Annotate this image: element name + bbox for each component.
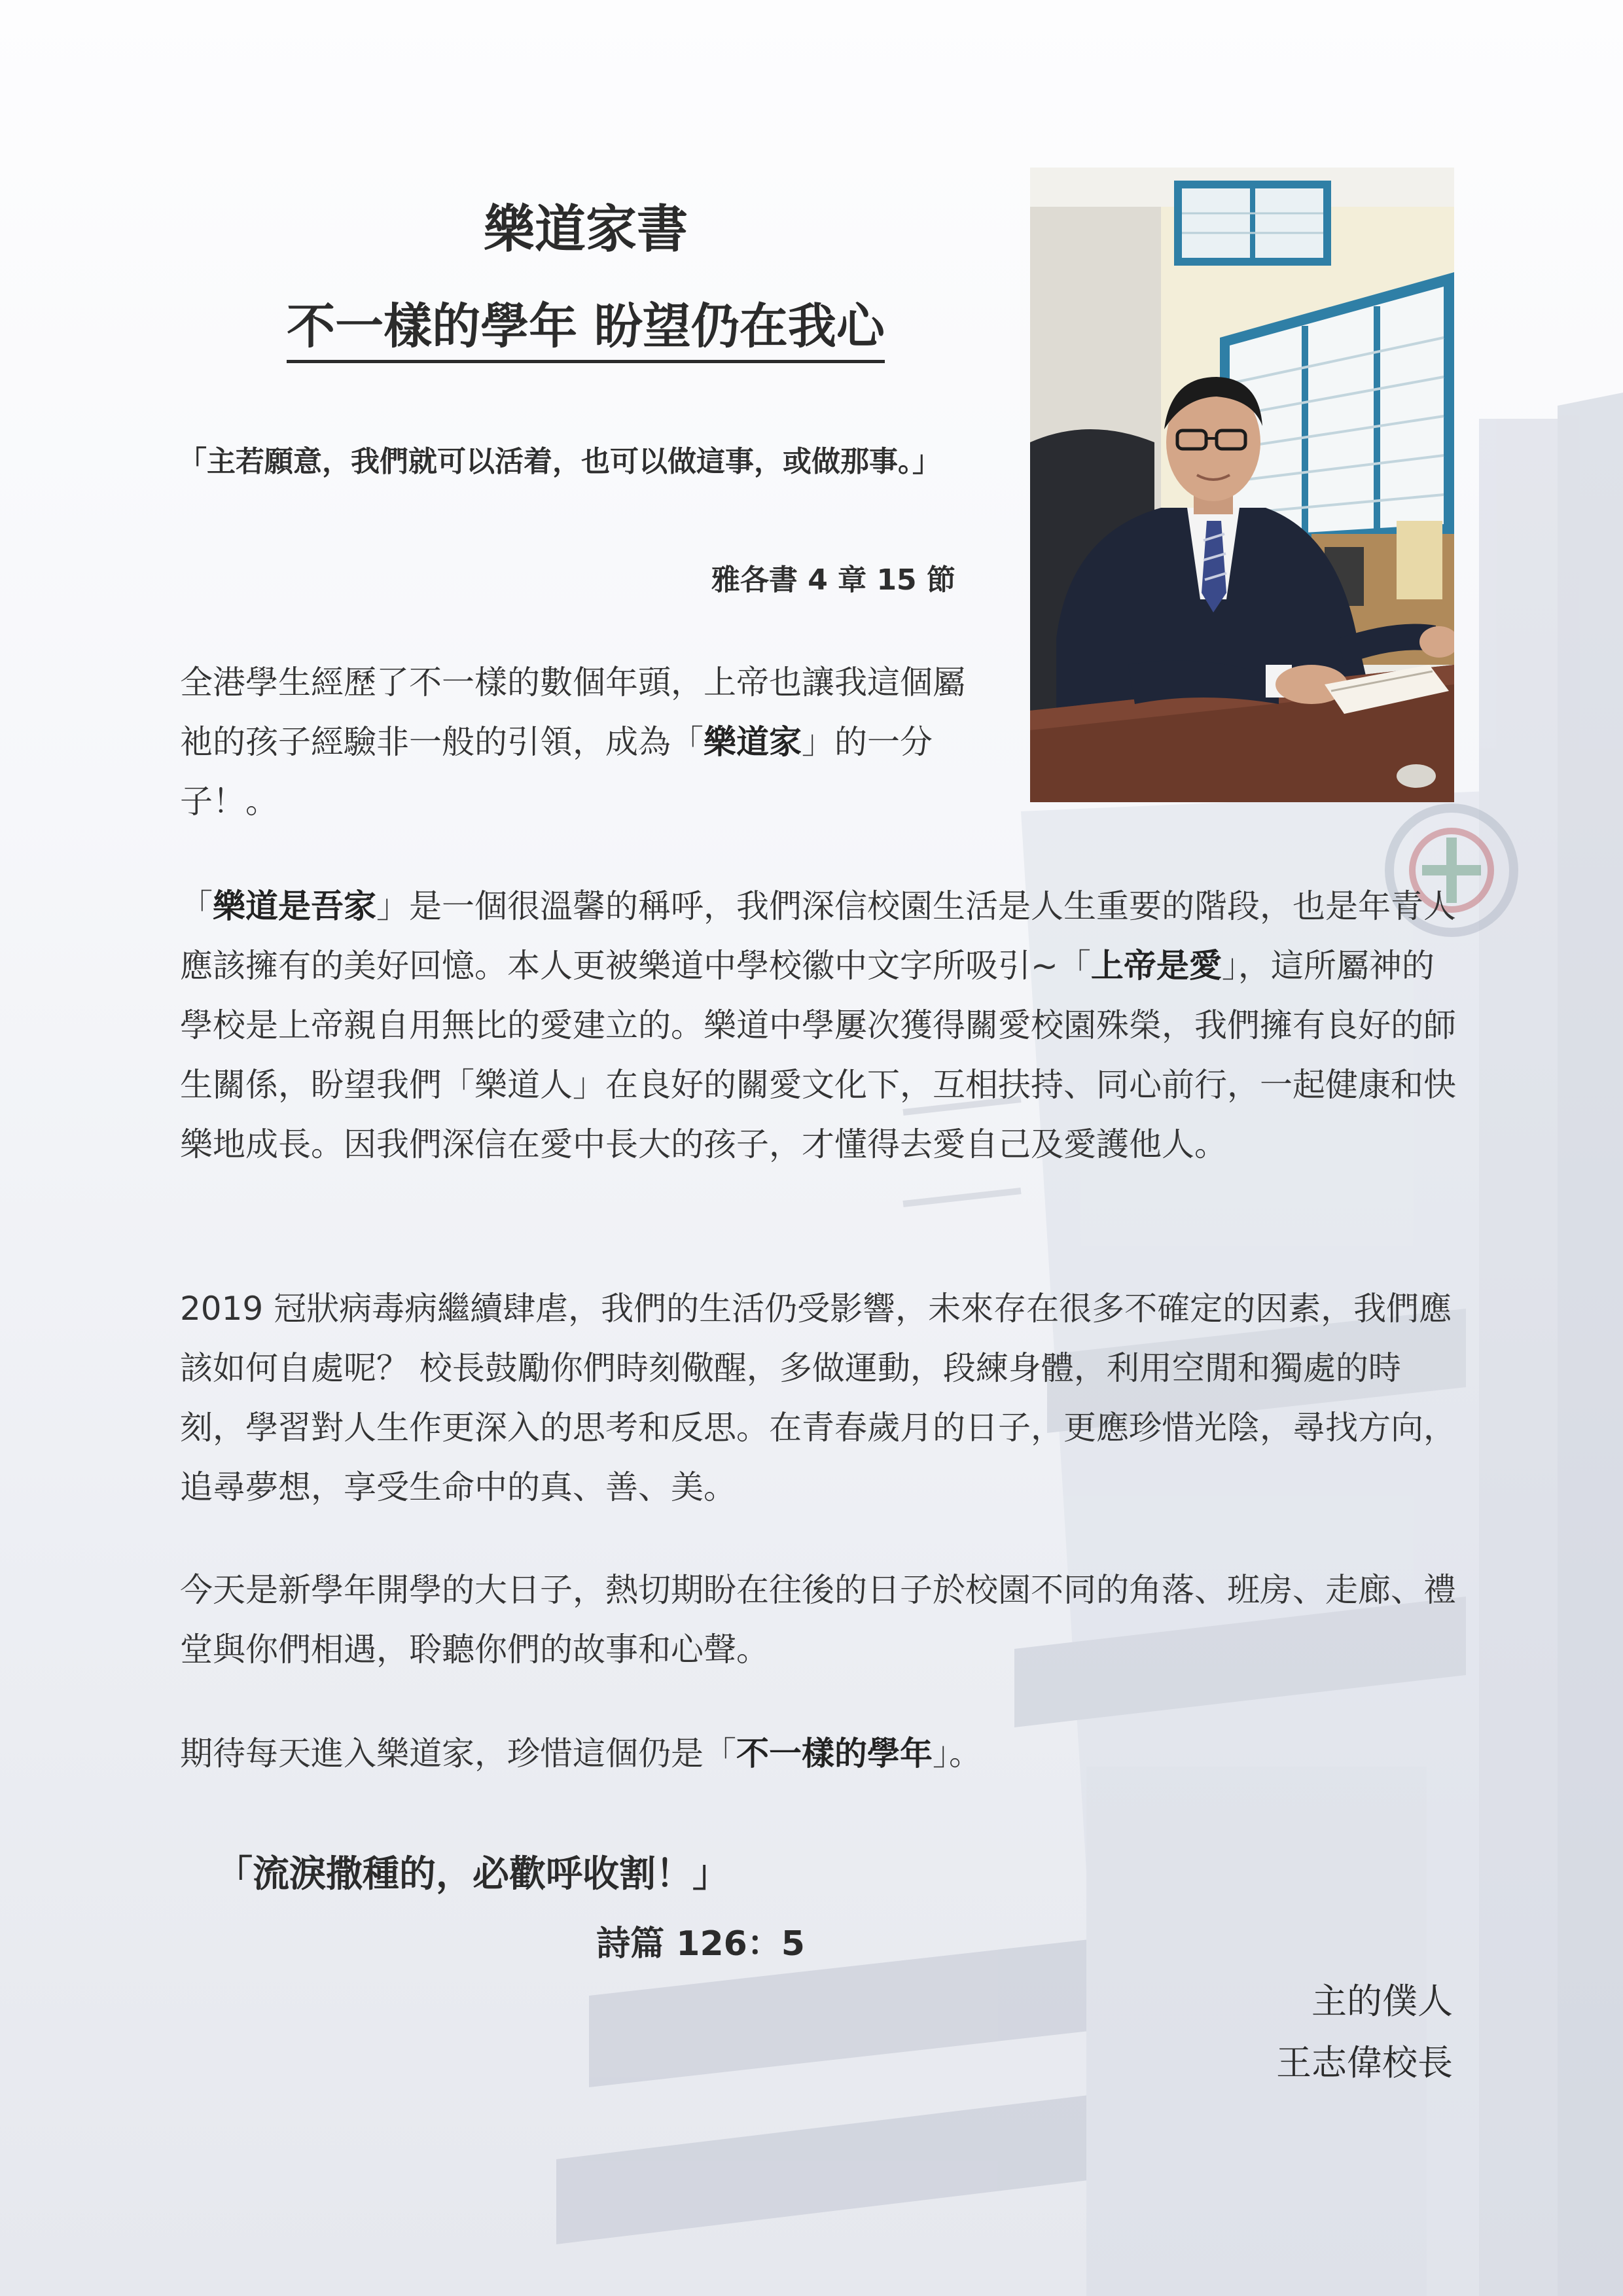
opening-verse-reference: 雅各書 4 章 15 節 [711,563,955,597]
closing-verse: 「流淚撒種的，必歡呼收割！」 [216,1853,729,1896]
paragraph-text: 全港學生經歷了不一樣的數個年頭，上帝也讓我這個屬祂的孩子經驗非一般的引領，成為「 [180,663,965,761]
letter-title: 樂道家書 [483,200,688,259]
paragraph-1 [180,653,985,832]
principal-photo [1030,168,1454,802]
paragraph-text: 」。 [933,1735,982,1773]
paragraph-3 [180,1279,1463,1517]
opening-verse: 「主若願意，我們就可以活着，也可以做這事，或做那事。」 [178,445,941,478]
paragraph-text: 2019 冠狀病毒病繼續肆虐，我們的生活仍受影響，未來存在很多不確定的因素，我們應該如何自處呢？ 校長鼓勵你們時刻儆醒，多做運動，段練身體，利用空閒和獨處的時刻，學習對人生作更深入的思考和反思。在青春歲月的日子，更應珍惜光陰，尋找方向，追尋夢想，享受生命中的真、善、美。 [180,1290,1456,1506]
paragraph-text: 」是一個很溫馨的稱呼，我們深信校園生活是人生重要的階段，也是年青人應該擁有的美好回憶。本人更被樂道中學校徽中文字所吸引~「 [180,887,1456,985]
signature-name: 王志偉校長 [1276,2042,1453,2083]
paragraph-text: 「 [180,887,213,925]
paragraph-bold-text: 樂道是吾家 [213,887,376,925]
letter-subtitle [177,288,995,357]
paragraph-bold-text: 不一樣的學年 [736,1735,933,1773]
paragraph-text: 今天是新學年開學的大日子，熱切期盼在往後的日子於校園不同的角落、班房、走廊、禮堂與你們相遇，聆聽你們的故事和心聲。 [180,1571,1456,1669]
signature-line-1: 主的僕人 [1311,1981,1453,2022]
paragraph-text: 期待每天進入樂道家，珍惜這個仍是「 [180,1735,736,1773]
paragraph-4 [180,1561,1463,1680]
paragraph-5 [180,1724,1463,1784]
paragraph-2 [180,877,1463,1174]
paragraph-bold-text: 上帝是愛 [1090,947,1222,985]
paragraph-text: 」，這所屬神的學校是上帝親自用無比的愛建立的。樂道中學屢次獲得關愛校園殊榮，我們擁有良好的師生關係，盼望我們「樂道人」在良好的關愛文化下，互相扶持、同心前行，一起健康和快樂地成長。因我們深信在愛中長大的孩子，才懂得去愛自己及愛護他人。 [180,947,1456,1163]
closing-verse-reference: 詩篇 126：5 [596,1924,805,1964]
window-top [1174,181,1331,266]
paragraph-text: 」的一分子！。 [180,723,933,821]
paragraph-bold-text: 樂道家 [704,723,802,761]
letter-subtitle-text: 不一樣的學年 盼望仍在我心 [287,298,885,363]
